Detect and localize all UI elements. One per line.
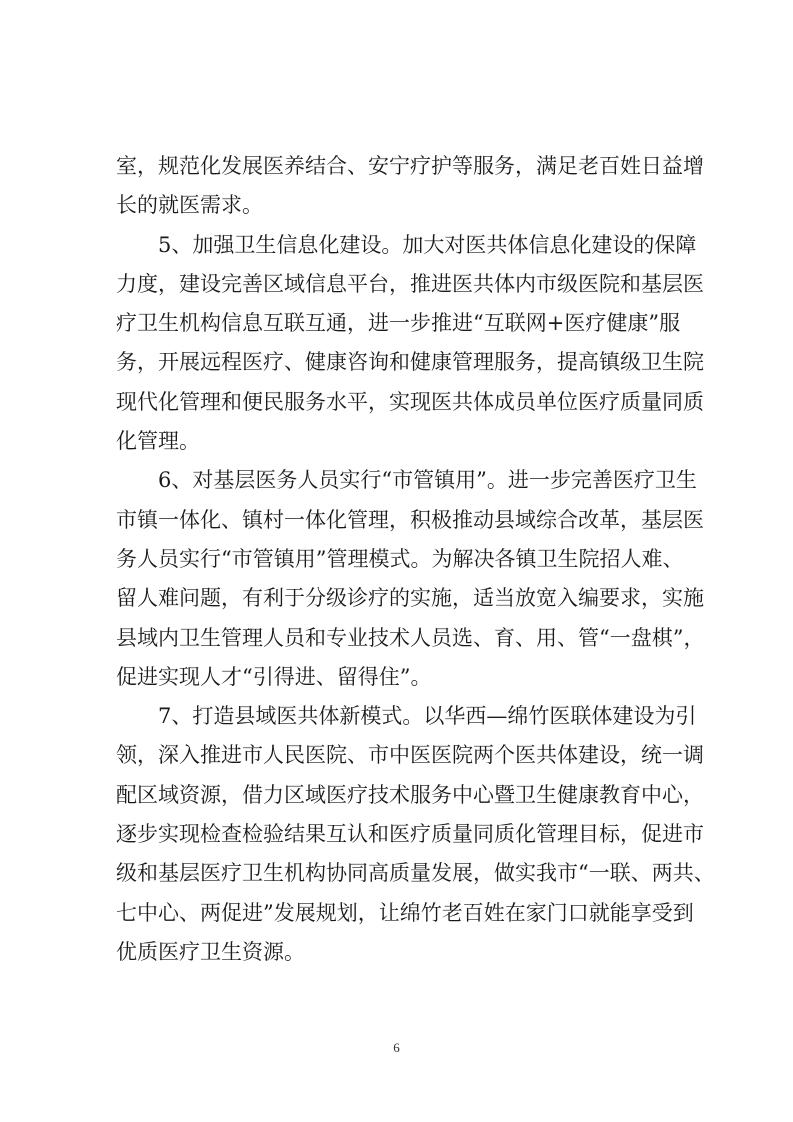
text-line: 逐步实现检查检验结果互认和医疗质量同质化管理目标，促进市: [116, 822, 704, 847]
text-line: 级和基层医疗卫生机构协同高质量发展，做实我市“一联、两共、: [116, 861, 715, 886]
text-line: 化管理。: [116, 429, 200, 454]
text-line: 长的就医需求。: [116, 193, 263, 218]
text-line: 优质医疗卫生资源。: [116, 939, 305, 964]
text-line: 6、对基层医务人员实行“市管镇用”。进一步完善医疗卫生: [158, 468, 697, 493]
page-number: 6: [393, 1040, 400, 1055]
text-line: 领，深入推进市人民医院、市中医医院两个医共体建设，统一调: [116, 743, 704, 768]
text-line: 5、加强卫生信息化建设。加大对医共体信息化建设的保障: [158, 232, 697, 257]
text-line: 七中心、两促进”发展规划，让绵竹老百姓在家门口就能享受到: [116, 900, 694, 925]
text-line: 留人难问题，有利于分级诊疗的实施，适当放宽入编要求，实施: [116, 586, 704, 611]
text-line: 力度，建设完善区域信息平台，推进医共体内市级医院和基层医: [116, 271, 704, 296]
text-line: 市镇一体化、镇村一体化管理，积极推动县域综合改革，基层医: [116, 507, 704, 532]
text-line: 务人员实行“市管镇用”管理模式。为解决各镇卫生院招人难、: [116, 546, 684, 571]
text-line: 室，规范化发展医养结合、安宁疗护等服务，满足老百姓日益增: [116, 154, 704, 178]
text-line: 配区域资源，借力区域医疗技术服务中心暨卫生健康教育中心，: [116, 782, 704, 807]
text-line: 县域内卫生管理人员和专业技术人员选、育、用、管“一盘棋”，: [116, 625, 705, 650]
text-line: 现代化管理和便民服务水平，实现医共体成员单位医疗质量同质: [116, 389, 704, 414]
body-text: [116, 147, 715, 972]
text-line: 疗卫生机构信息互联互通，进一步推进“互联网+医疗健康”服: [116, 311, 681, 336]
text-line: 促进实现人才“引得进、留得住”。: [116, 664, 432, 689]
text-line: 务，开展远程医疗、健康咨询和健康管理服务，提高镇级卫生院: [116, 350, 704, 375]
text-line: 7、打造县域医共体新模式。以华西—绵竹医联体建设为引: [158, 704, 697, 729]
